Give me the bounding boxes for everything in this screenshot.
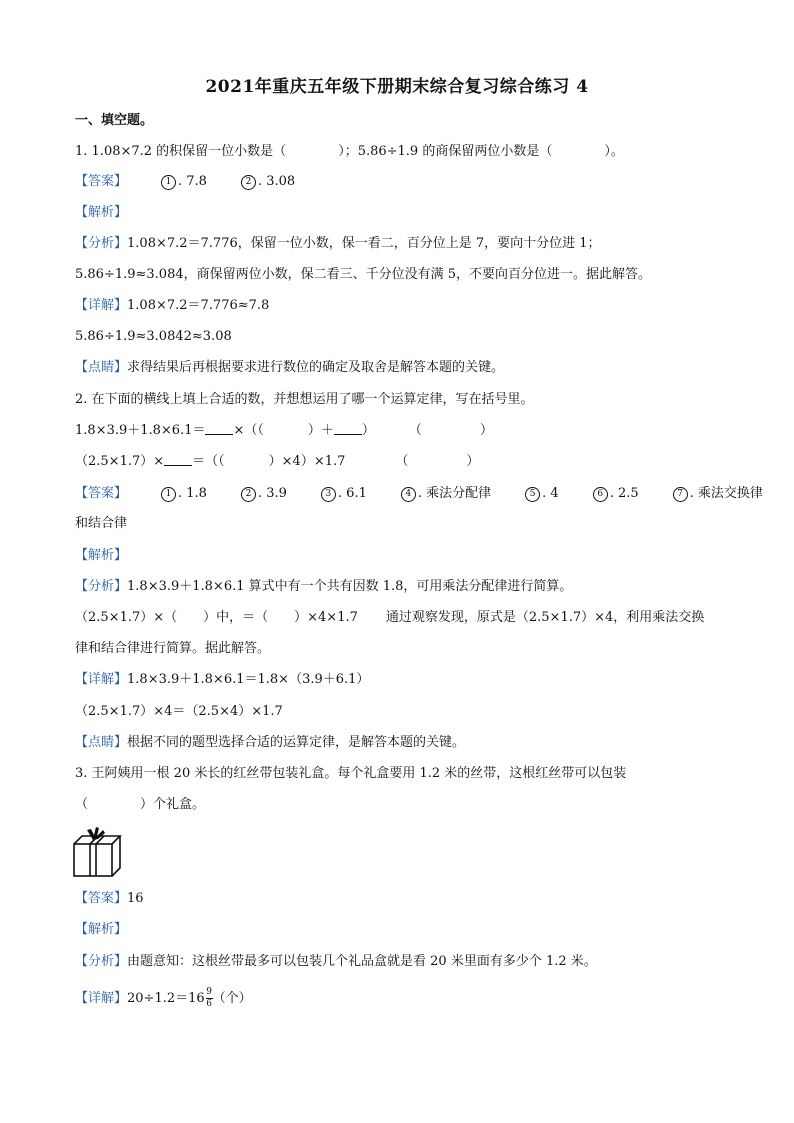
q2-answer-cont: 和结合律 [75, 516, 128, 531]
q3-fenxi: 【分析】由题意知：这根丝带最多可以包装几个礼品盒就是看 20 米里面有多少个 1.2 米。 [75, 954, 597, 969]
q3-xiangjie: 【详解】20÷1.2＝16 $\frac{9}{6}$ （个） [75, 987, 252, 1009]
q1-fenxi-1: 【分析】1.08×7.2＝7.776，保留一位小数，保一看二，百分位上是 7，要向十分位进 1； [75, 236, 601, 251]
q2-fenxi-2: （2.5×1.7）×（ ）中，＝（ ）×4×1.7 通过观察发现，原式是（2.5×1.7）×4，利用乘法交换 [75, 610, 705, 625]
q1-xiangjie-1: 【详解】1.08×7.2＝7.776≈7.8 [75, 298, 270, 313]
q2-xiangjie-2: （2.5×1.7）×4＝（2.5×4）×1.7 [75, 704, 283, 719]
answer-tag: 【答案】 [75, 891, 128, 906]
q1-xiangjie-2: 5.86÷1.9≈3.0842≈3.08 [75, 329, 232, 344]
q3-analysis-tag: 【解析】 [75, 922, 128, 937]
answer-tag: 【答案】 [75, 174, 128, 189]
blank-line [205, 422, 233, 435]
q1-analysis-tag: 【解析】 [75, 205, 128, 220]
fraction: $\frac{9}{6}$ [206, 987, 213, 1009]
q2-equation-1: 1.8×3.9＋1.8×6.1＝ ×（（ ）＋ ） （ ） [75, 423, 493, 438]
q3-stem-2: （ ）个礼盒。 [75, 797, 206, 812]
blank-line [164, 453, 192, 466]
q1-dianjing: 【点睛】求得结果后再根据要求进行数位的确定及取舍是解答本题的关键。 [75, 360, 505, 375]
q2-answer: 【答案】 1 . 1.8 2 . 3.9 3 . 6.1 4 . 乘法分配律 5 . 4 6 . 2.5 7 . 乘法交换律 [75, 486, 763, 501]
blank-line [334, 422, 362, 435]
answer-tag: 【答案】 [75, 486, 128, 501]
q2-xiangjie-1: 【详解】1.8×3.9＋1.8×6.1＝1.8×（3.9＋6.1） [75, 672, 370, 687]
q2-fenxi-3: 律和结合律进行简算。据此解答。 [75, 641, 271, 656]
q1-answer: 【答案】 1 . 7.8 2 . 3.08 [75, 174, 296, 189]
page-title: 2021年重庆五年级下册期末综合复习综合练习 4 [205, 77, 589, 97]
q2-stem: 2. 在下面的横线上填上合适的数，并想想运用了哪一个运算定律，写在括号里。 [75, 392, 534, 407]
q3-answer: 【答案】16 [75, 891, 144, 906]
q2-analysis-tag: 【解析】 [75, 548, 128, 563]
section-heading: 一、填空题。 [75, 113, 154, 128]
gift-box-icon [72, 826, 124, 878]
q1-stem: 1. 1.08×7.2 的积保留一位小数是（ ）；5.86÷1.9 的商保留两位小数是（ ）。 [75, 144, 624, 159]
q2-equation-2: （2.5×1.7）× ＝（（ ）×4）×1.7 （ ） [75, 454, 480, 469]
q2-fenxi-1: 【分析】1.8×3.9＋1.8×6.1 算式中有一个共有因数 1.8，可用乘法分配律进行简算。 [75, 579, 573, 594]
q2-dianjing: 【点睛】根据不同的题型选择合适的运算定律，是解答本题的关键。 [75, 735, 466, 750]
q3-stem-1: 3. 王阿姨用一根 20 米长的红丝带包装礼盒。每个礼盒要用 1.2 米的丝带，这根红丝带可以包装 [75, 766, 627, 781]
q1-fenxi-2: 5.86÷1.9≈3.084，商保留两位小数，保二看三、千分位没有满 5，不要向百分位进一。据此解答。 [75, 267, 652, 282]
